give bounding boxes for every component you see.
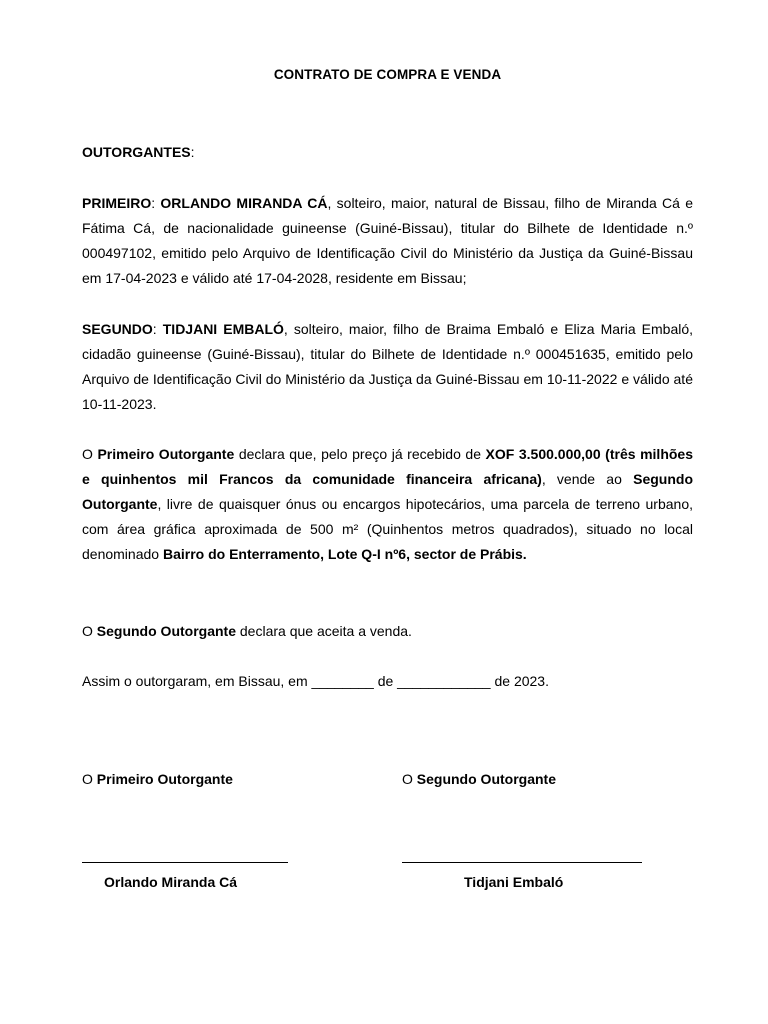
first-signature-label bbox=[82, 771, 233, 787]
second-party-label: SEGUNDO bbox=[82, 321, 153, 337]
second-signature-label bbox=[402, 771, 556, 787]
sale-clause-b1: Primeiro Outorgante bbox=[97, 446, 235, 462]
second-signature-line bbox=[402, 862, 642, 863]
first-signatory-name: Orlando Miranda Cá bbox=[104, 874, 238, 890]
sale-clause-t1: O bbox=[82, 446, 98, 462]
first-signature-prefix: O bbox=[82, 771, 97, 787]
second-party-paragraph bbox=[82, 317, 693, 417]
first-party-label: PRIMEIRO bbox=[82, 195, 152, 211]
sale-clause-b3: Segundo Outorgante bbox=[82, 471, 693, 512]
outorgantes-heading-text: OUTORGANTES bbox=[82, 144, 191, 160]
sale-clause-t4: , livre de quaisquer ónus ou encargos hipotecários, uma parcela de terreno urbano, com área gráfica aproximada de 500 m² (Quinhentos metros quadrados), situado no local denominado bbox=[82, 496, 693, 562]
second-party-details: , solteiro, maior, filho de Braima Embaló e Eliza Maria Embaló, cidadão guineense (Guiné-Bissau), titular do Bilhete de Identidade n.º 000451635, emitido pelo Arquivo de Identificação Civil do Ministério da Justiça da Guiné-Bissau em 10-11-2022 e válido até 10-11-2023. bbox=[82, 321, 694, 412]
first-signature-line bbox=[82, 862, 288, 863]
sale-clause-t2: declara que, pelo preço já recebido de bbox=[234, 446, 486, 462]
first-party-sep: : bbox=[151, 195, 161, 211]
second-party-name: TIDJANI EMBALÓ bbox=[162, 321, 284, 337]
first-party-paragraph bbox=[82, 191, 693, 291]
second-signature-prefix: O bbox=[402, 771, 417, 787]
acceptance-t1: O bbox=[82, 623, 97, 639]
sale-clause-paragraph bbox=[82, 442, 693, 567]
first-party-details: , solteiro, maior, natural de Bissau, filho de Miranda Cá e Fátima Cá, de nacionalidade guineense (Guiné-Bissau), titular do Bilhete de Identidade n.º 000497102, emitido pelo Arquivo de Identificação Civil do Ministério da Justiça da Guiné-Bissau em 17-04-2023 e válido até 17-04-2028, residente em Bissau; bbox=[82, 195, 693, 286]
sale-clause-price: XOF 3.500.000,00 (três milhões e quinhentos mil Francos da comunidade financeira africana) bbox=[82, 446, 693, 487]
sale-clause-location: Bairro do Enterramento, Lote Q-I nº6, sector de Prábis. bbox=[162, 546, 527, 562]
outorgantes-heading-colon: : bbox=[190, 144, 195, 160]
second-signature-title: Segundo Outorgante bbox=[416, 771, 556, 787]
acceptance-b1: Segundo Outorgante bbox=[96, 623, 236, 639]
outorgantes-heading bbox=[82, 144, 195, 160]
acceptance-paragraph bbox=[82, 619, 693, 644]
second-party-sep: : bbox=[152, 321, 163, 337]
first-party-name: ORLANDO MIRANDA CÁ bbox=[160, 195, 328, 211]
second-signatory-name: Tidjani Embaló bbox=[464, 874, 564, 890]
document-title: CONTRATO DE COMPRA E VENDA bbox=[273, 67, 502, 82]
closing-paragraph: Assim o outorgaram, em Bissau, em ________ de ____________ de 2023. bbox=[82, 673, 549, 689]
sale-clause-t3: , vende ao bbox=[541, 471, 634, 487]
first-signature-title: Primeiro Outorgante bbox=[96, 771, 233, 787]
acceptance-t2: declara que aceita a venda. bbox=[236, 623, 412, 639]
